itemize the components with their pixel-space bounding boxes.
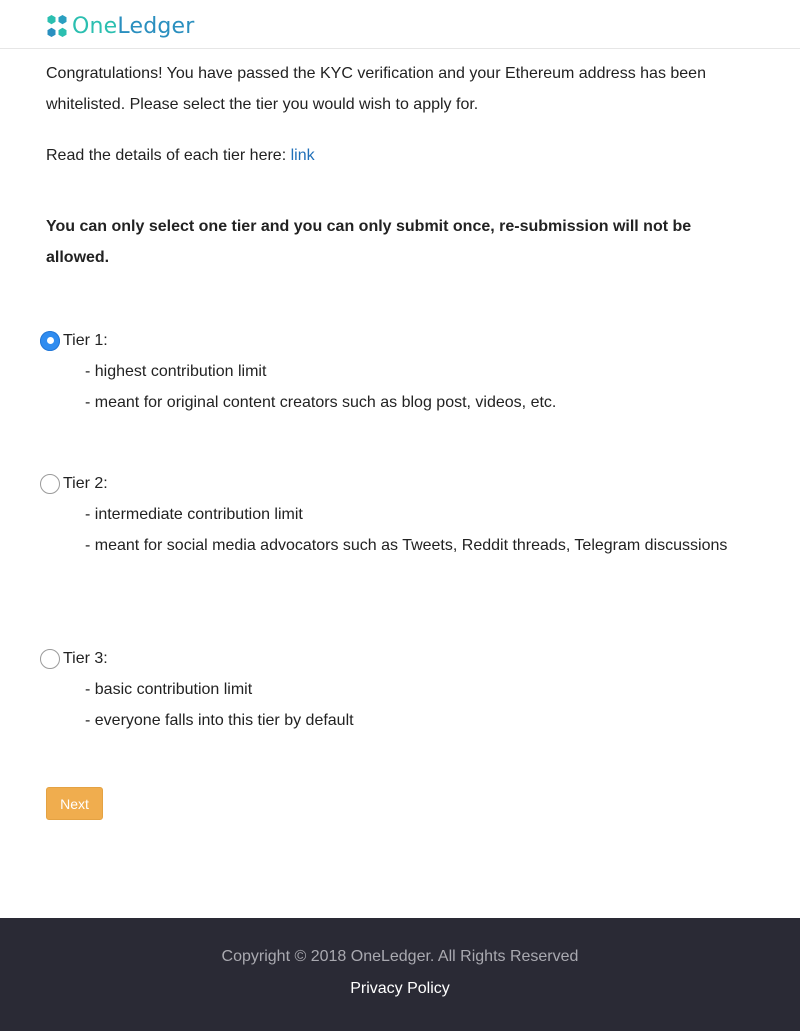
- tier-label: Tier 1:: [63, 331, 108, 349]
- tier-label: Tier 3:: [63, 649, 108, 667]
- oneledger-logo[interactable]: [46, 12, 195, 40]
- tier-3-radio[interactable]: [40, 649, 60, 669]
- privacy-policy-link[interactable]: Privacy Policy: [350, 980, 450, 997]
- tier-header: [40, 643, 740, 674]
- tier-detail-line: - meant for social media advocators such as Tweets, Reddit threads, Telegram discussions: [85, 537, 728, 554]
- tier-label: Tier 2:: [63, 474, 108, 492]
- tier-option-2[interactable]: [40, 468, 740, 561]
- intro-text: Congratulations! You have passed the KYC verification and your Ethereum address has been whitelisted. Please select the tier you would wish to apply for.: [46, 65, 706, 113]
- logo-text: [72, 14, 195, 39]
- details-link[interactable]: link: [290, 147, 315, 164]
- tier-detail-line: - meant for original content creators such as blog post, videos, etc.: [85, 394, 557, 411]
- tier-option-3[interactable]: [40, 643, 740, 736]
- tier-header: [40, 325, 740, 356]
- tier-detail-line: - highest contribution limit: [85, 363, 267, 380]
- details-text: [46, 140, 754, 171]
- copyright-text: Copyright © 2018 OneLedger. All Rights Reserved: [221, 948, 579, 965]
- tier-1-radio[interactable]: [40, 331, 60, 351]
- tier-detail-line: - everyone falls into this tier by default: [85, 712, 354, 729]
- tier-header: [40, 468, 740, 499]
- top-bar: [0, 0, 800, 49]
- logo-text-ledger: Ledger: [117, 13, 195, 39]
- tier-option-1[interactable]: [40, 325, 740, 418]
- hexagon-logo-icon: [46, 14, 68, 38]
- tier-2-radio[interactable]: [40, 474, 60, 494]
- tier-description: [85, 499, 740, 561]
- tier-detail-line: - basic contribution limit: [85, 681, 253, 698]
- footer: [0, 918, 800, 1031]
- main-content: [46, 58, 754, 273]
- warning-text: You can only select one tier and you can only submit once, re-submission will not be allowed.: [46, 218, 692, 266]
- tier-description: [85, 356, 740, 418]
- tier-detail-line: - intermediate contribution limit: [85, 506, 303, 523]
- details-prefix: Read the details of each tier here:: [46, 147, 291, 164]
- logo-text-one: One: [72, 13, 118, 39]
- tier-description: [85, 674, 740, 736]
- next-button[interactable]: Next: [46, 787, 103, 820]
